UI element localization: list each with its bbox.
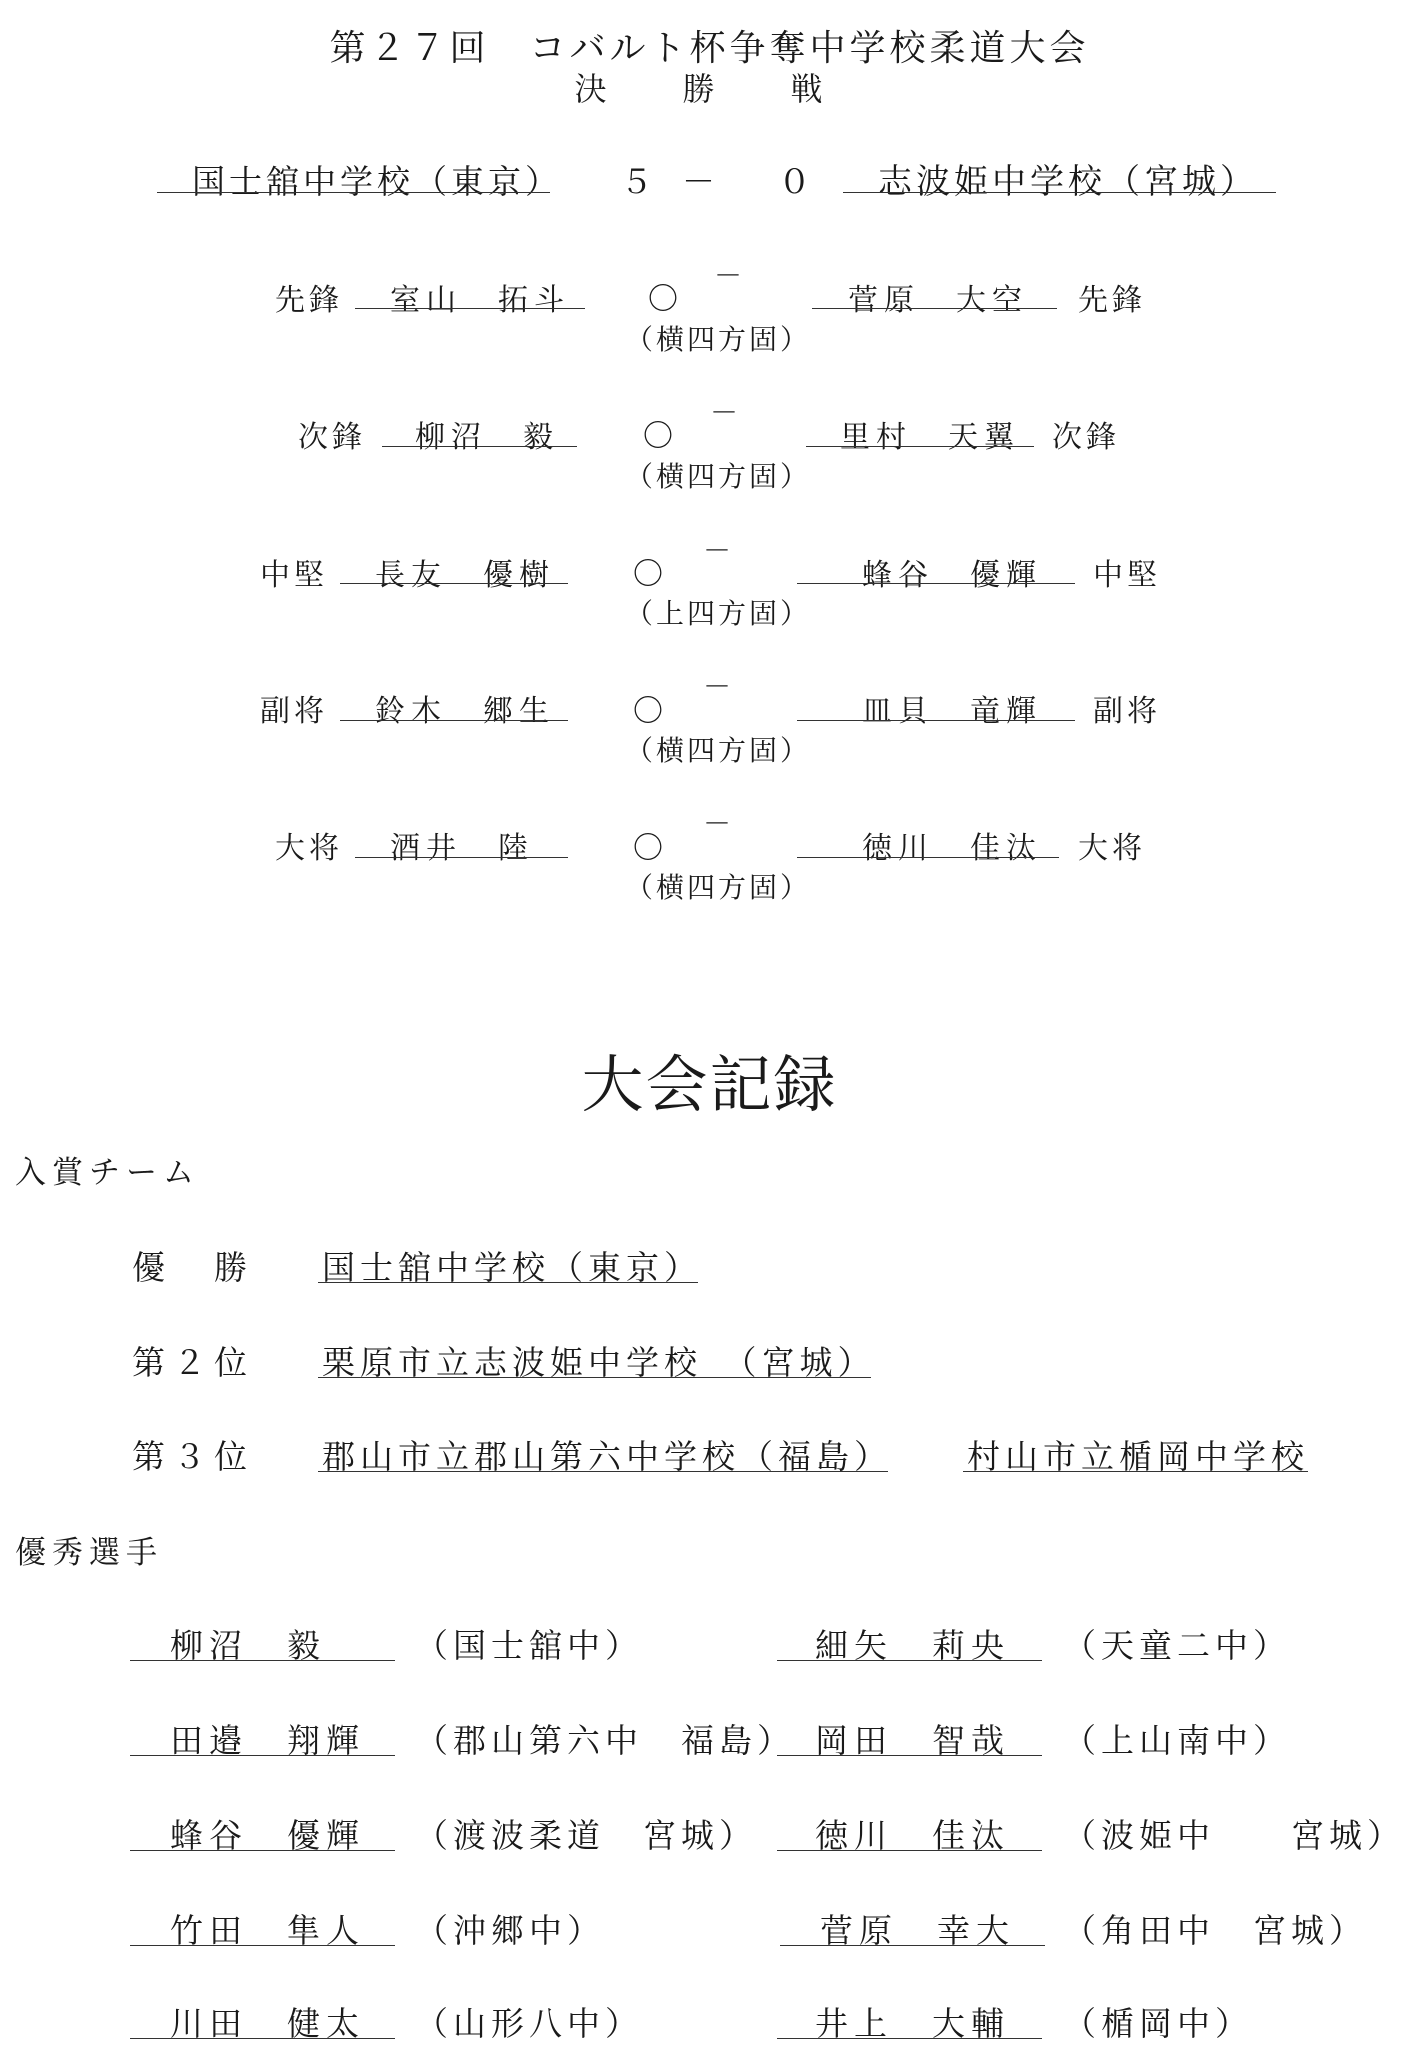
bout-right-player: 皿貝 竜輝	[862, 694, 1042, 729]
player-affiliation: （国士舘中）	[415, 1626, 643, 1665]
winning-teams-label: 入賞チーム	[15, 1155, 200, 1191]
ranked-school-underline	[318, 1471, 888, 1472]
ranked-school: 栗原市立志波姫中学校 （宮城）	[322, 1343, 876, 1382]
player-name: 柳沼 毅	[170, 1626, 326, 1665]
player-name: 徳川 佳汰	[815, 1816, 1010, 1855]
player-affiliation: （楯岡中）	[1063, 2004, 1253, 2043]
bout-position-left: 大将	[275, 831, 343, 866]
bout-right-underline	[797, 720, 1075, 721]
win-mark: 〇	[643, 419, 673, 454]
bout-left-underline	[340, 720, 568, 721]
player-underline	[130, 2038, 395, 2039]
player-name: 井上 大輔	[815, 2004, 1010, 2043]
win-mark: 〇	[633, 557, 663, 592]
player-underline	[130, 1660, 395, 1661]
bout-position-left: 先鋒	[275, 283, 343, 318]
bout-left-player: 長友 優樹	[375, 558, 555, 593]
player-name: 川田 健太	[170, 2004, 365, 2043]
player-affiliation: （波姫中 宮城）	[1063, 1816, 1405, 1855]
final-right-underline	[843, 192, 1276, 193]
bout-position-right: 先鋒	[1078, 283, 1146, 318]
rank-label: 第３位	[132, 1437, 255, 1476]
bout-right-player: 蜂谷 優輝	[862, 558, 1042, 593]
player-affiliation: （角田中 宮城）	[1063, 1911, 1367, 1950]
player-affiliation: （上山南中）	[1063, 1721, 1291, 1760]
bout-position-left: 次鋒	[298, 420, 366, 455]
winning-technique: （上四方固）	[625, 597, 812, 630]
player-affiliation: （山形八中）	[415, 2004, 643, 2043]
player-name: 竹田 隼人	[170, 1911, 365, 1950]
final-heading: 決 勝 戦	[574, 70, 845, 108]
ranked-school-underline	[318, 1377, 871, 1378]
winning-technique: （横四方固）	[625, 734, 812, 767]
ranked-school: 郡山市立郡山第六中学校（福島）	[322, 1437, 892, 1476]
player-underline	[780, 1945, 1045, 1946]
player-underline	[777, 1660, 1042, 1661]
win-mark: 〇	[633, 831, 663, 866]
bout-position-right: 副将	[1093, 694, 1161, 729]
loss-mark: －	[703, 807, 732, 840]
winning-technique: （横四方固）	[625, 460, 812, 493]
player-underline	[130, 1755, 395, 1756]
player-name: 蜂谷 優輝	[170, 1816, 365, 1855]
final-score-right: ０	[778, 162, 811, 201]
winning-technique: （横四方固）	[625, 871, 812, 904]
player-underline	[777, 1755, 1042, 1756]
bout-position-left: 副将	[260, 694, 328, 729]
bout-left-underline	[382, 446, 577, 447]
player-name: 菅原 幸大	[820, 1911, 1015, 1950]
player-underline	[130, 1850, 395, 1851]
player-affiliation: （郡山第六中 福島）	[415, 1721, 795, 1760]
bout-right-player: 徳川 佳汰	[862, 831, 1042, 866]
rank-label: 第２位	[132, 1343, 255, 1382]
bout-right-underline	[797, 583, 1075, 584]
final-left-underline	[157, 192, 550, 193]
bout-right-underline	[797, 857, 1059, 858]
tournament-title: 第２７回 コバルト杯争奪中学校柔道大会	[329, 28, 1090, 69]
bout-position-left: 中堅	[260, 558, 328, 593]
ranked-school: 村山市立楯岡中学校	[967, 1437, 1309, 1476]
bout-position-right: 中堅	[1093, 558, 1161, 593]
bout-right-player: 菅原 大空	[848, 283, 1028, 318]
player-name: 細矢 莉央	[815, 1626, 1010, 1665]
ranked-school-underline	[963, 1471, 1308, 1472]
loss-mark: －	[703, 534, 732, 567]
bout-left-player: 柳沼 毅	[415, 420, 559, 455]
bout-left-player: 室山 拓斗	[390, 283, 570, 318]
final-left-team: 国士舘中学校（東京）	[192, 162, 562, 201]
bout-left-underline	[355, 308, 585, 309]
ranked-school-underline	[318, 1282, 698, 1283]
player-name: 田邉 翔輝	[170, 1721, 365, 1760]
final-score-left: ５	[620, 162, 653, 201]
bout-right-underline	[806, 446, 1034, 447]
records-heading: 大会記録	[581, 1048, 838, 1121]
bout-left-underline	[340, 583, 568, 584]
player-affiliation: （沖郷中）	[415, 1911, 605, 1950]
win-mark: 〇	[633, 694, 663, 729]
bout-left-underline	[355, 857, 568, 858]
bout-left-player: 酒井 陸	[390, 831, 534, 866]
loss-mark: －	[710, 396, 739, 429]
ranked-school: 国士舘中学校（東京）	[322, 1248, 702, 1287]
loss-mark: －	[703, 670, 732, 703]
bout-right-underline	[812, 308, 1057, 309]
bout-position-right: 大将	[1078, 831, 1146, 866]
loss-mark: －	[714, 259, 743, 292]
player-underline	[777, 2038, 1042, 2039]
bout-position-right: 次鋒	[1052, 420, 1120, 455]
outstanding-players-label: 優秀選手	[15, 1535, 163, 1571]
player-name: 岡田 智哉	[815, 1721, 1010, 1760]
player-affiliation: （渡波柔道 宮城）	[415, 1816, 757, 1855]
bout-right-player: 里村 天翼	[840, 420, 1020, 455]
final-right-team: 志波姫中学校（宮城）	[878, 162, 1258, 202]
player-affiliation: （天童二中）	[1063, 1626, 1291, 1665]
bout-left-player: 鈴木 郷生	[375, 694, 555, 729]
win-mark: 〇	[648, 282, 678, 317]
final-score-separator: －	[682, 162, 715, 201]
rank-label: 優 勝	[132, 1248, 255, 1287]
winning-technique: （横四方固）	[625, 323, 812, 356]
player-underline	[130, 1945, 395, 1946]
player-underline	[777, 1850, 1042, 1851]
